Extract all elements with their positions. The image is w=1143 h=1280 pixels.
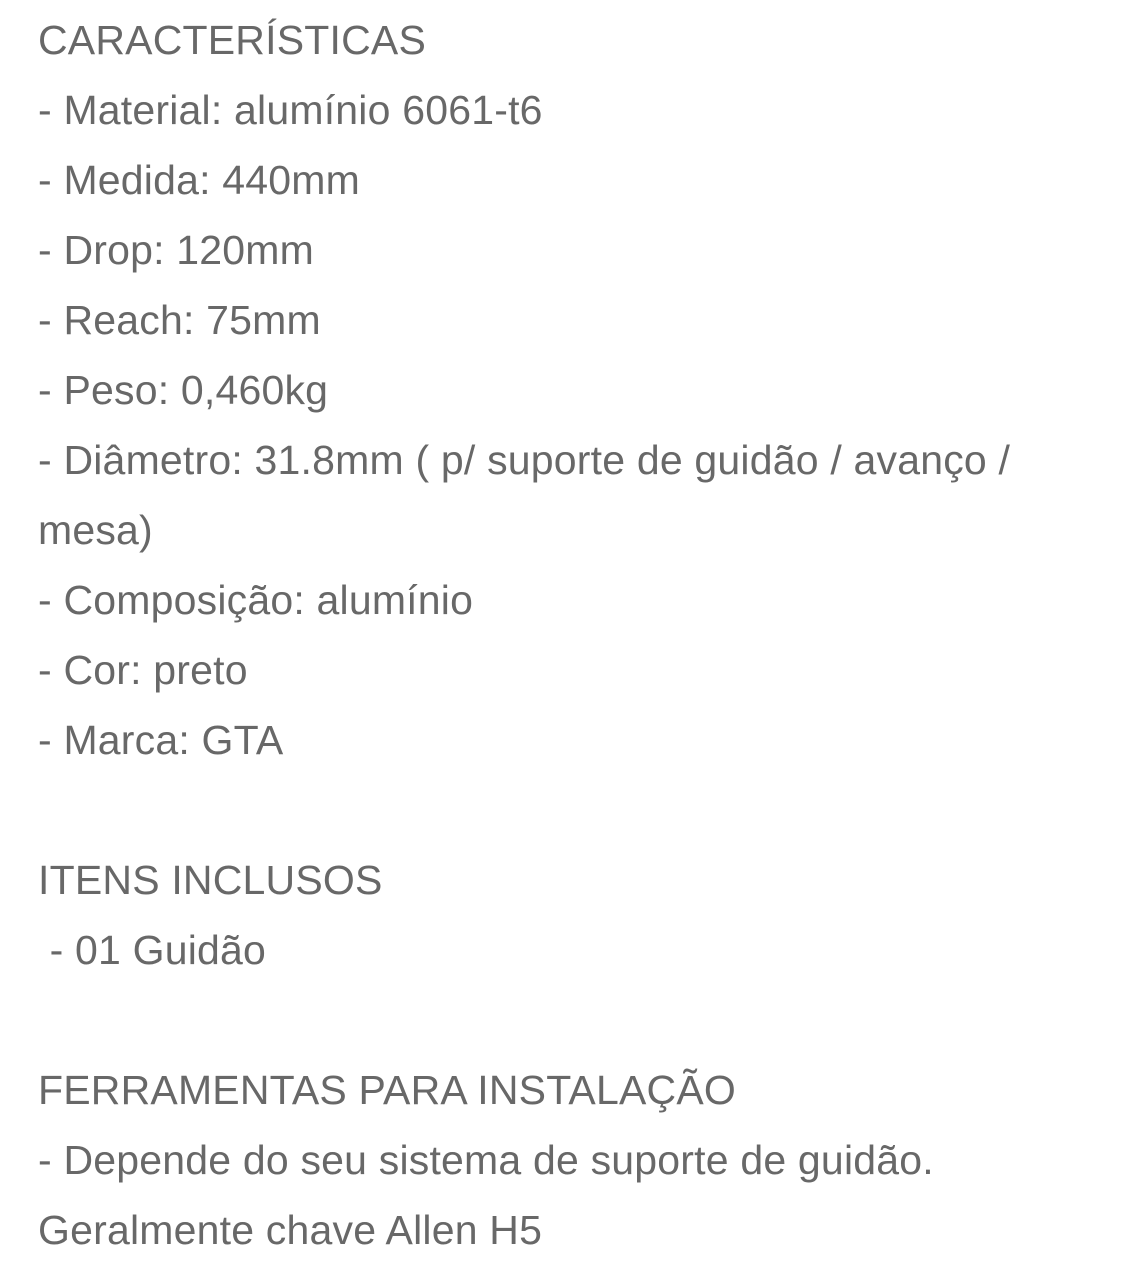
text-line: mesa) [38,507,153,553]
text-line: Geralmente chave Allen H5 [38,1207,543,1253]
text-line: - Medida: 440mm [38,157,361,203]
text-line: - Reach: 75mm [38,297,321,343]
text-line: - Depende do seu sistema de suporte de guidão. [38,1137,934,1183]
text-line: - Material: alumínio 6061-t6 [38,87,543,133]
text-line: - Composição: alumínio [38,577,474,623]
description-section [38,845,1113,985]
section-title: ITENS INCLUSOS [38,857,383,903]
text-line: - Drop: 120mm [38,227,315,273]
text-line: - Peso: 0,460kg [38,367,329,413]
text-line: - Marca: GTA [38,717,284,763]
text-line: - 01 Guidão [38,927,267,973]
description-section [38,1055,1113,1265]
section-title: FERRAMENTAS PARA INSTALAÇÃO [38,1067,736,1113]
text-line: - Diâmetro: 31.8mm ( p/ suporte de guidão / avanço / [38,437,1011,483]
description-sections [38,5,1113,1265]
section-title: CARACTERÍSTICAS [38,17,426,63]
description-section [38,5,1113,775]
text-line: - Cor: preto [38,647,248,693]
